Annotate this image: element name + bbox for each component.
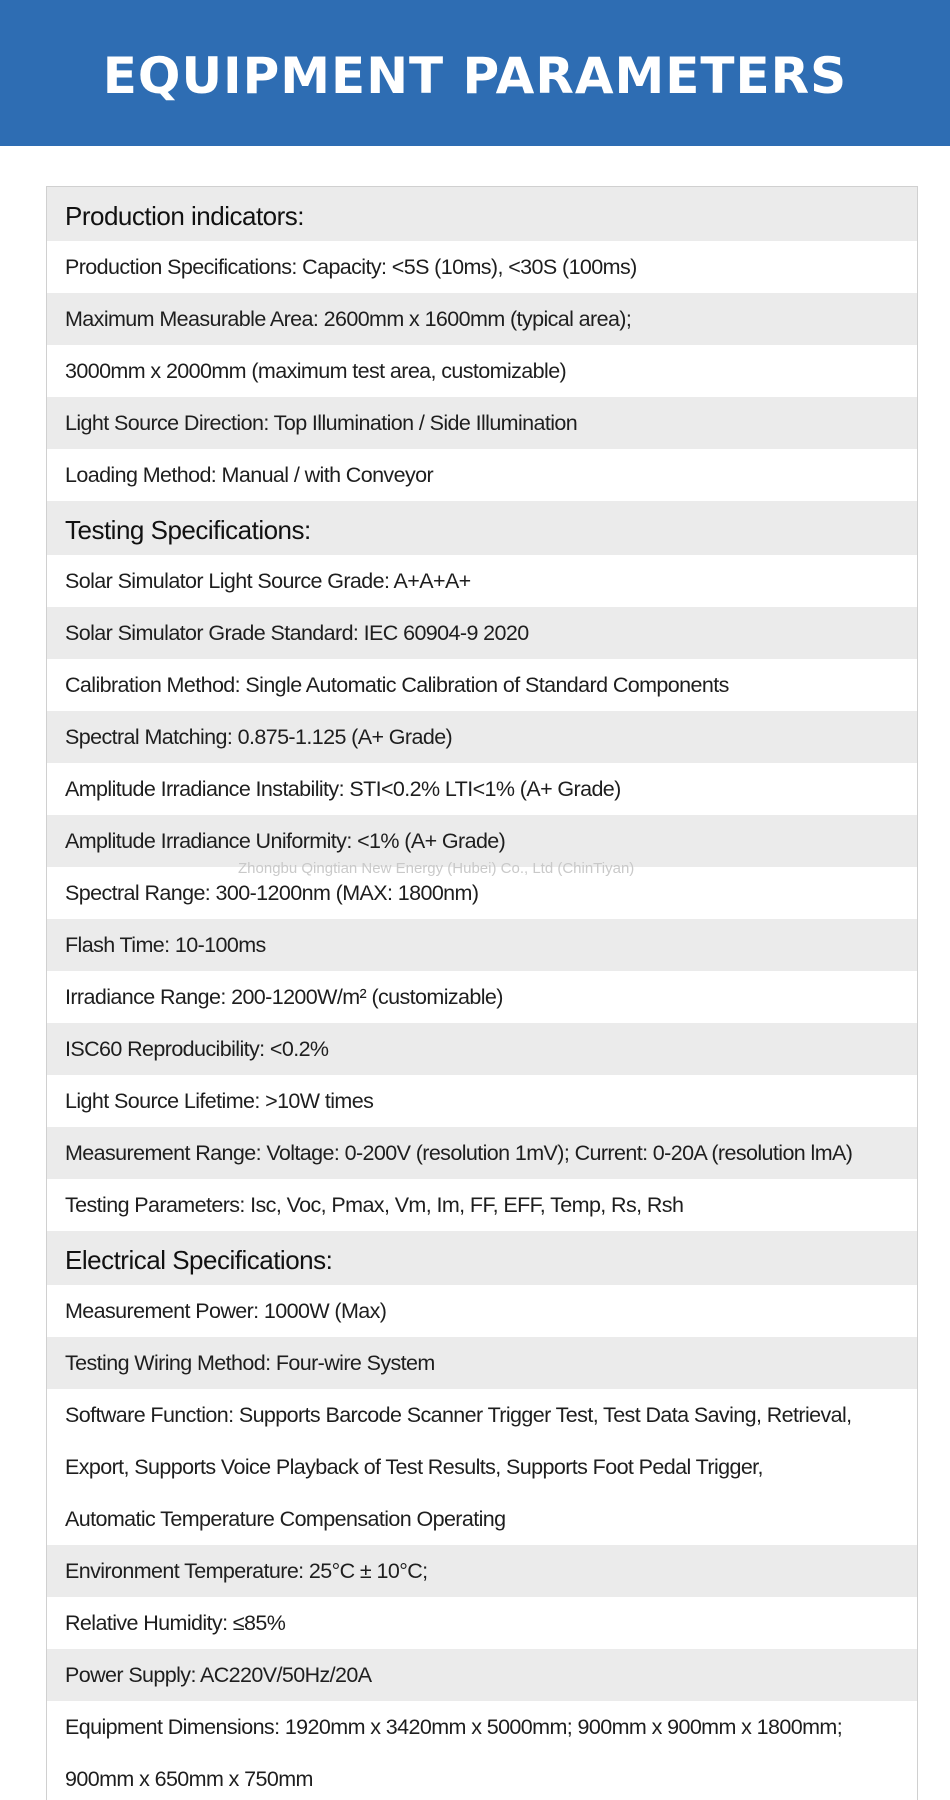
spec-line: Automatic Temperature Compensation Operating bbox=[65, 1507, 506, 1531]
spec-row-software-function bbox=[47, 1389, 917, 1545]
spec-line: Equipment Dimensions: 1920mm x 3420mm x 5000mm; 900mm x 900mm x 1800mm; bbox=[65, 1715, 843, 1739]
spec-row: Solar Simulator Grade Standard: IEC 60904-9 2020 bbox=[47, 607, 917, 659]
spec-line: Software Function: Supports Barcode Scanner Trigger Test, Test Data Saving, Retrieval, bbox=[65, 1403, 852, 1427]
spec-row: Maximum Measurable Area: 2600mm x 1600mm (typical area); bbox=[47, 293, 917, 345]
spec-row: Power Supply: AC220V/50Hz/20A bbox=[47, 1649, 917, 1701]
spec-row: Amplitude Irradiance Instability: STI<0.2% LTI<1% (A+ Grade) bbox=[47, 763, 917, 815]
spec-row: ISC60 Reproducibility: <0.2% bbox=[47, 1023, 917, 1075]
spec-row: Irradiance Range: 200-1200W/m² (customizable) bbox=[47, 971, 917, 1023]
section-heading-electrical: Electrical Specifications: bbox=[47, 1231, 917, 1285]
spec-row: Testing Wiring Method: Four-wire System bbox=[47, 1337, 917, 1389]
parameters-panel bbox=[46, 186, 918, 1800]
spec-row: Environment Temperature: 25°C ± 10°C; bbox=[47, 1545, 917, 1597]
section-heading-production: Production indicators: bbox=[47, 187, 917, 241]
spec-row: Loading Method: Manual / with Conveyor bbox=[47, 449, 917, 501]
spec-row: 3000mm x 2000mm (maximum test area, customizable) bbox=[47, 345, 917, 397]
spec-row: Calibration Method: Single Automatic Calibration of Standard Components bbox=[47, 659, 917, 711]
page-title: EQUIPMENT PARAMETERS bbox=[102, 47, 848, 105]
spec-row: Spectral Range: 300-1200nm (MAX: 1800nm) bbox=[47, 867, 917, 919]
spec-row: Measurement Range: Voltage: 0-200V (resolution 1mV); Current: 0-20A (resolution lmA) bbox=[47, 1127, 917, 1179]
spec-row: Light Source Direction: Top Illumination / Side Illumination bbox=[47, 397, 917, 449]
spec-row: Production Specifications: Capacity: <5S (10ms), <30S (100ms) bbox=[47, 241, 917, 293]
spec-line: 900mm x 650mm x 750mm bbox=[65, 1767, 313, 1791]
spec-row: Relative Humidity: ≤85% bbox=[47, 1597, 917, 1649]
header-banner bbox=[0, 0, 950, 146]
spec-line: Export, Supports Voice Playback of Test Results, Supports Foot Pedal Trigger, bbox=[65, 1455, 763, 1479]
spec-row: Solar Simulator Light Source Grade: A+A+A+ bbox=[47, 555, 917, 607]
spec-row: Light Source Lifetime: >10W times bbox=[47, 1075, 917, 1127]
spec-row: Measurement Power: 1000W (Max) bbox=[47, 1285, 917, 1337]
spec-row: Spectral Matching: 0.875-1.125 (A+ Grade) bbox=[47, 711, 917, 763]
spec-row: Amplitude Irradiance Uniformity: <1% (A+ Grade) bbox=[47, 815, 917, 867]
watermark-text: Zhongbu Qingtian New Energy (Hubei) Co., Ltd (ChinTiyan) bbox=[238, 860, 635, 877]
spec-row: Flash Time: 10-100ms bbox=[47, 919, 917, 971]
section-heading-testing: Testing Specifications: bbox=[47, 501, 917, 555]
spec-row: Testing Parameters: Isc, Voc, Pmax, Vm, Im, FF, EFF, Temp, Rs, Rsh bbox=[47, 1179, 917, 1231]
spec-row-equipment-dimensions bbox=[47, 1701, 917, 1800]
